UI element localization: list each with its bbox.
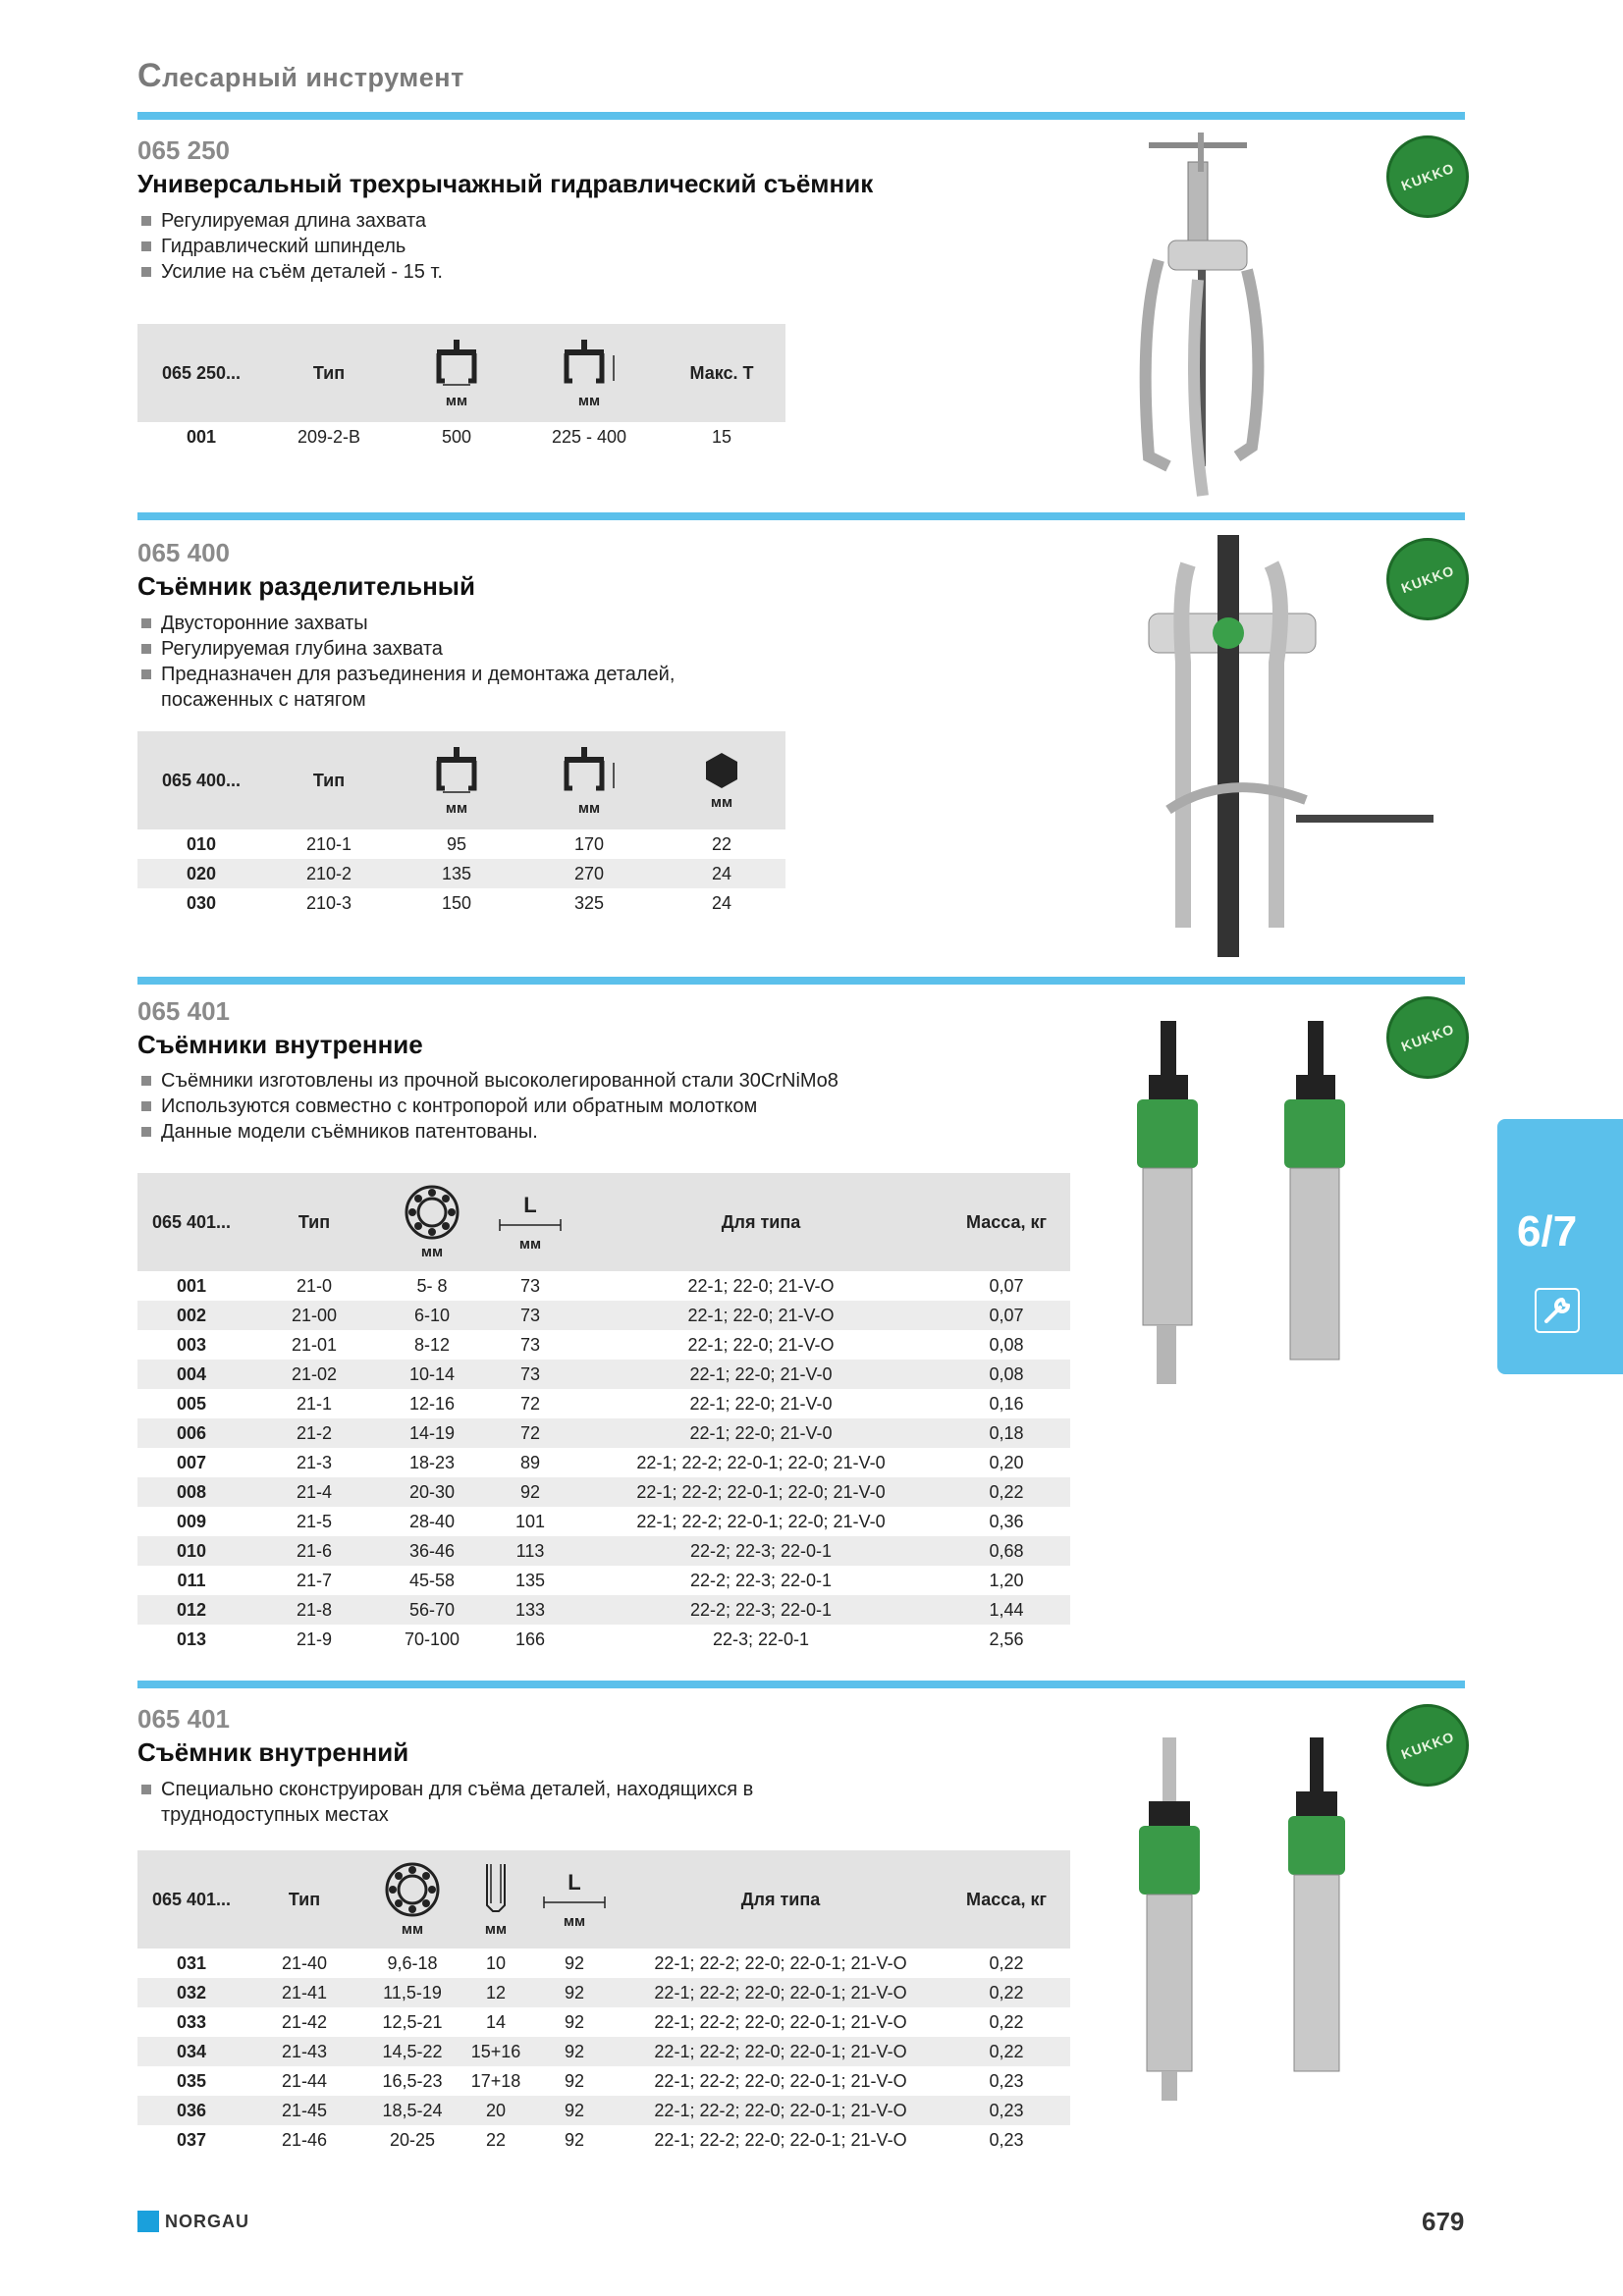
col-length: L мм: [481, 1173, 579, 1271]
table-row: 003 21-01 8-12 73 22-1; 22-0; 21-V-O 0,08: [176, 1334, 1024, 1355]
table-row: 034 21-43 14,5-22 15+16 92 22-1; 22-2; 22-0; 22-0-1; 21-V-O 0,22: [137, 2037, 1070, 2066]
col-reach: мм: [393, 731, 520, 829]
col-type: Тип: [245, 1173, 383, 1271]
col-type: Тип: [265, 324, 393, 422]
chapter-tab[interactable]: [1497, 1119, 1623, 1374]
bearing-icon: [400, 1185, 464, 1240]
col-mass: Масса, кг: [943, 1173, 1070, 1271]
spec-table: [137, 324, 785, 452]
table-row: 037 21-46 20-25 22 92 22-1; 22-2; 22-0; 22-0-1; 21-V-O 0,23: [176, 2129, 1024, 2150]
product-title: Съёмник разделительный: [137, 571, 475, 601]
product-title: Универсальный трехрычажный гидравлический съёмник: [137, 169, 874, 198]
table-row: 030 210-3 150 325 24: [186, 892, 732, 913]
table-row: 001 209-2-B 500 225 - 400 15: [186, 426, 732, 447]
table-row: 002 21-00 6-10 73 22-1; 22-0; 21-V-O 0,07: [137, 1301, 1070, 1330]
product-code: 065 250: [137, 135, 230, 165]
kukko-logo: KUKKO: [1386, 538, 1469, 620]
section-rule: [137, 1681, 1465, 1688]
puller-span-icon: [429, 745, 484, 796]
feature-list: [137, 611, 746, 713]
col-bearing-range: мм: [383, 1173, 481, 1271]
wrench-icon: [1535, 1288, 1580, 1333]
table-row: 001 21-0 5- 8 73 22-1; 22-0; 21-V-O 0,07: [176, 1275, 1024, 1296]
feature-item: Регулируемая длина захвата: [137, 208, 746, 234]
product-title: Съёмники внутренние: [137, 1030, 423, 1059]
internal-puller-image: [1129, 1737, 1375, 2110]
section-rule: [137, 977, 1465, 985]
col-mass: Масса, кг: [943, 1850, 1070, 1949]
hexagon-icon: [704, 751, 739, 790]
feature-item: Регулируемая глубина захвата: [137, 636, 746, 662]
puller-span-icon: [429, 338, 484, 389]
col-width: мм: [461, 1850, 530, 1949]
product-title: Съёмник внутренний: [137, 1737, 409, 1767]
col-for-type: Для типа: [579, 1173, 943, 1271]
col-reach: мм: [393, 324, 520, 422]
table-row: 010 210-1 95 170 22: [186, 833, 732, 854]
chapter-number: 6/7: [1517, 1207, 1578, 1255]
feature-item: Предназначен для разъединения и демонтажа деталей, посаженных с натягом: [137, 662, 746, 713]
table-row: 010 21-6 36-46 113 22-2; 22-3; 22-0-1 0,68: [137, 1536, 1070, 1566]
table-row: 013 21-9 70-100 166 22-3; 22-0-1 2,56: [176, 1629, 1024, 1649]
col-code: 065 400...: [137, 731, 265, 829]
table-row: 011 21-7 45-58 135 22-2; 22-3; 22-0-1 1,20: [177, 1570, 1024, 1590]
feature-list: [137, 1777, 805, 1828]
feature-item: Съёмники изготовлены из прочной высоколегированной стали 30CrNiMo8: [137, 1068, 943, 1094]
spec-table: [137, 731, 785, 918]
hydraulic-puller-image: [1129, 133, 1286, 510]
length-arrow-icon: [542, 1896, 607, 1909]
col-type: Тип: [245, 1850, 363, 1949]
col-depth: мм: [520, 731, 658, 829]
spec-table: [137, 1173, 1070, 1654]
length-arrow-icon: [498, 1218, 563, 1232]
product-code: 065 401: [137, 1704, 230, 1734]
table-row: 032 21-41 11,5-19 12 92 22-1; 22-2; 22-0; 22-0-1; 21-V-O 0,22: [137, 1978, 1070, 2007]
col-code: 065 401...: [137, 1850, 245, 1949]
section-rule: [137, 512, 1465, 520]
feature-item: Данные модели съёмников патентованы.: [137, 1119, 943, 1145]
col-depth: мм: [520, 324, 658, 422]
table-row: 033 21-42 12,5-21 14 92 22-1; 22-2; 22-0; 22-0-1; 21-V-O 0,22: [176, 2011, 1024, 2032]
table-row: 020 210-2 135 270 24: [137, 859, 785, 888]
table-row: 004 21-02 10-14 73 22-1; 22-0; 21-V-0 0,08: [137, 1360, 1070, 1389]
product-code: 065 401: [137, 996, 230, 1026]
table-row: 031 21-40 9,6-18 10 92 22-1; 22-2; 22-0; 22-0-1; 21-V-O 0,22: [176, 1952, 1024, 1973]
table-row: 009 21-5 28-40 101 22-1; 22-2; 22-0-1; 22-0; 21-V-0 0,36: [176, 1511, 1024, 1531]
col-for-type: Для типа: [619, 1850, 943, 1949]
kukko-logo: KUKKO: [1386, 1704, 1469, 1787]
bearing-icon: [380, 1862, 445, 1917]
col-length: L мм: [530, 1850, 619, 1949]
col-max-force: Макс. Т: [658, 324, 785, 422]
table-row: 035 21-44 16,5-23 17+18 92 22-1; 22-2; 22-0; 22-0-1; 21-V-O 0,23: [176, 2070, 1024, 2091]
puller-depth-icon: [557, 745, 622, 796]
col-code: 065 401...: [137, 1173, 245, 1271]
puller-depth-icon: [557, 338, 622, 389]
brand-square-icon: [137, 2211, 159, 2232]
kukko-logo: KUKKO: [1386, 135, 1469, 218]
kukko-logo: KUKKO: [1386, 996, 1469, 1079]
feature-item: Двусторонние захваты: [137, 611, 746, 636]
page-title: Слесарный инструмент: [137, 57, 464, 94]
brand-logo: [137, 2211, 249, 2232]
feature-item: Специально сконструирован для съёма деталей, находящихся в труднодоступных местах: [137, 1777, 805, 1828]
feature-item: Гидравлический шпиндель: [137, 234, 746, 259]
feature-list: [137, 208, 746, 285]
feature-list: [137, 1068, 943, 1145]
col-bearing-range: мм: [363, 1850, 461, 1949]
table-row: 006 21-2 14-19 72 22-1; 22-0; 21-V-0 0,18: [137, 1418, 1070, 1448]
spec-table: [137, 1850, 1070, 2155]
feature-item: Усилие на съём деталей - 15 т.: [137, 259, 746, 285]
internal-pullers-image: [1119, 1016, 1375, 1399]
jaw-width-icon: [481, 1862, 511, 1917]
col-hex: мм: [658, 731, 785, 829]
page-number: 679: [1422, 2207, 1465, 2236]
col-type: Тип: [265, 731, 393, 829]
table-row: 005 21-1 12-16 72 22-1; 22-0; 21-V-0 0,16: [176, 1393, 1024, 1414]
header-rule: [137, 112, 1465, 120]
feature-item: Используются совместно с контропорой или обратным молотком: [137, 1094, 943, 1119]
table-row: 007 21-3 18-23 89 22-1; 22-2; 22-0-1; 22-0; 21-V-0 0,20: [176, 1452, 1024, 1472]
table-row: 036 21-45 18,5-24 20 92 22-1; 22-2; 22-0; 22-0-1; 21-V-O 0,23: [137, 2096, 1070, 2125]
brand-name: NORGAU: [165, 2211, 249, 2231]
product-code: 065 400: [137, 538, 230, 567]
table-row: 012 21-8 56-70 133 22-2; 22-3; 22-0-1 1,44: [137, 1595, 1070, 1625]
table-row: 008 21-4 20-30 92 22-1; 22-2; 22-0-1; 22-0; 21-V-0 0,22: [137, 1477, 1070, 1507]
col-code: 065 250...: [137, 324, 265, 422]
